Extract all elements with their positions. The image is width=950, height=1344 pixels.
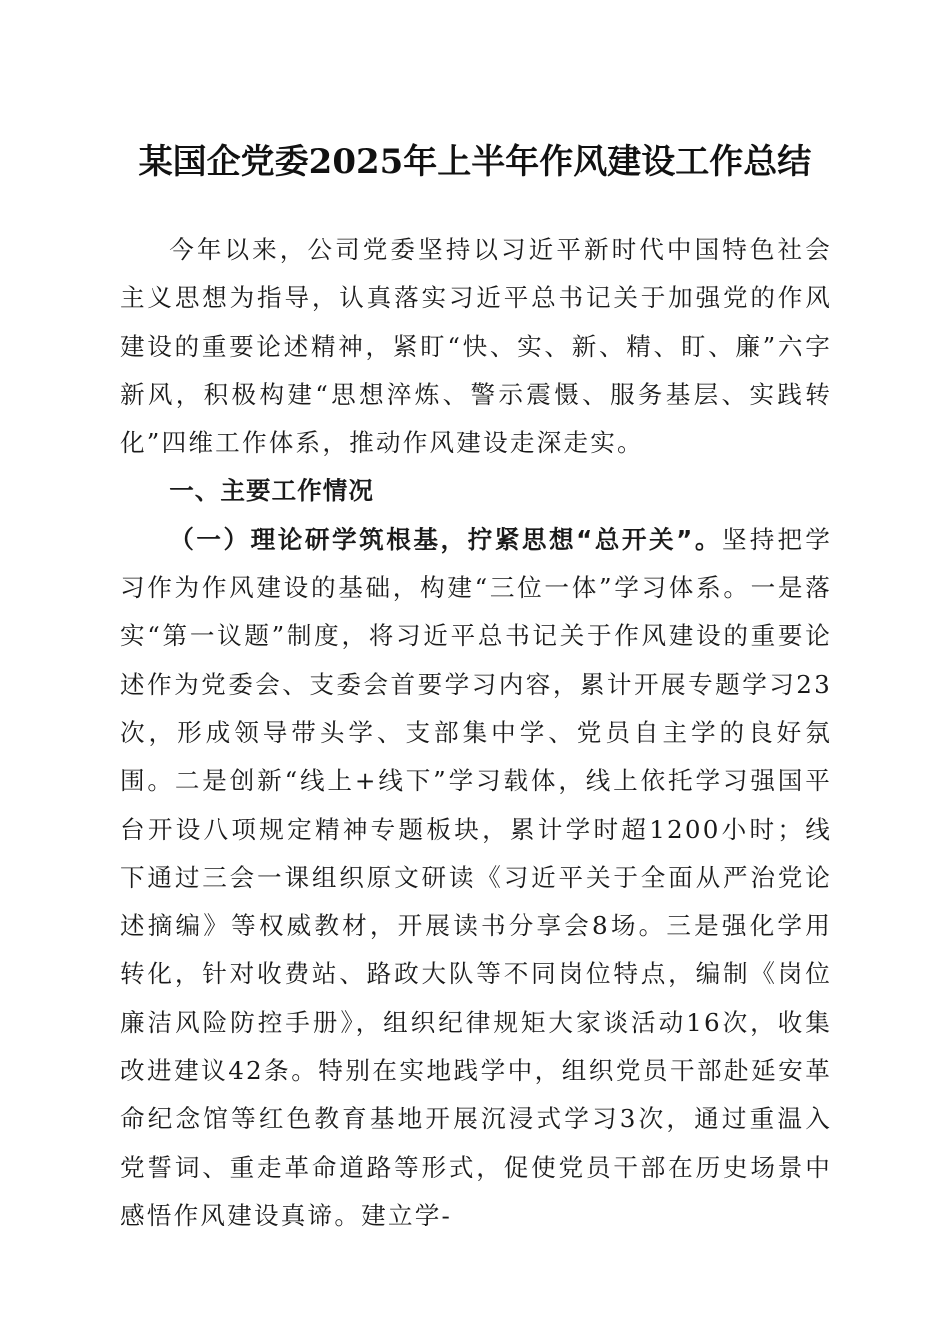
subsection-paragraph — [120, 516, 832, 1240]
intro-paragraph: 今年以来，公司党委坚持以习近平新时代中国特色社会主义思想为指导，认真落实习近平总书记关于加强党的作风建设的重要论述精神，紧盯“快、实、新、精、盯、廉”六字新风，积极构建“思想淬炼、警示震慑、服务基层、实践转化”四维工作体系，推动作风建设走深走实。 — [120, 235, 832, 458]
document-title: 某国企党委2025年上半年作风建设工作总结 — [138, 142, 812, 182]
document-body — [120, 226, 832, 1240]
section-heading: 一、主要工作情况 — [169, 476, 374, 506]
subsection-lead: （一）理论研学筑根基，拧紧思想“总开关”。 — [169, 524, 723, 554]
subsection-body: 坚持把学习作为作风建设的基础，构建“三位一体”学习体系。一是落实“第一议题”制度，将习近平总书记关于作风建设的重要论述作为党委会、支委会首要学习内容，累计开展专题学习23次，形成领导带头学、支部集中学、党员自主学的良好氛围。二是创新“线上+线下”学习载体，线上依托学习强国平台开设八项规定精神专题板块，累计学时超1200小时；线下通过三会一课组织原文研读《习近平关于全面从严治党论述摘编》等权威教材，开展读书分享会8场。三是强化学用转化，针对收费站、路政大队等不同岗位特点，编制《岗位廉洁风险防控手册》，组织纪律规矩大家谈活动16次，收集改进建议42条。特别在实地践学中，组织党员干部赴延安革命纪念馆等红色教育基地开展沉浸式学习3次，通过重温入党誓词、重走革命道路等形式，促使党员干部在历史场景中感悟作风建设真谛。建立学- — [120, 524, 832, 1230]
